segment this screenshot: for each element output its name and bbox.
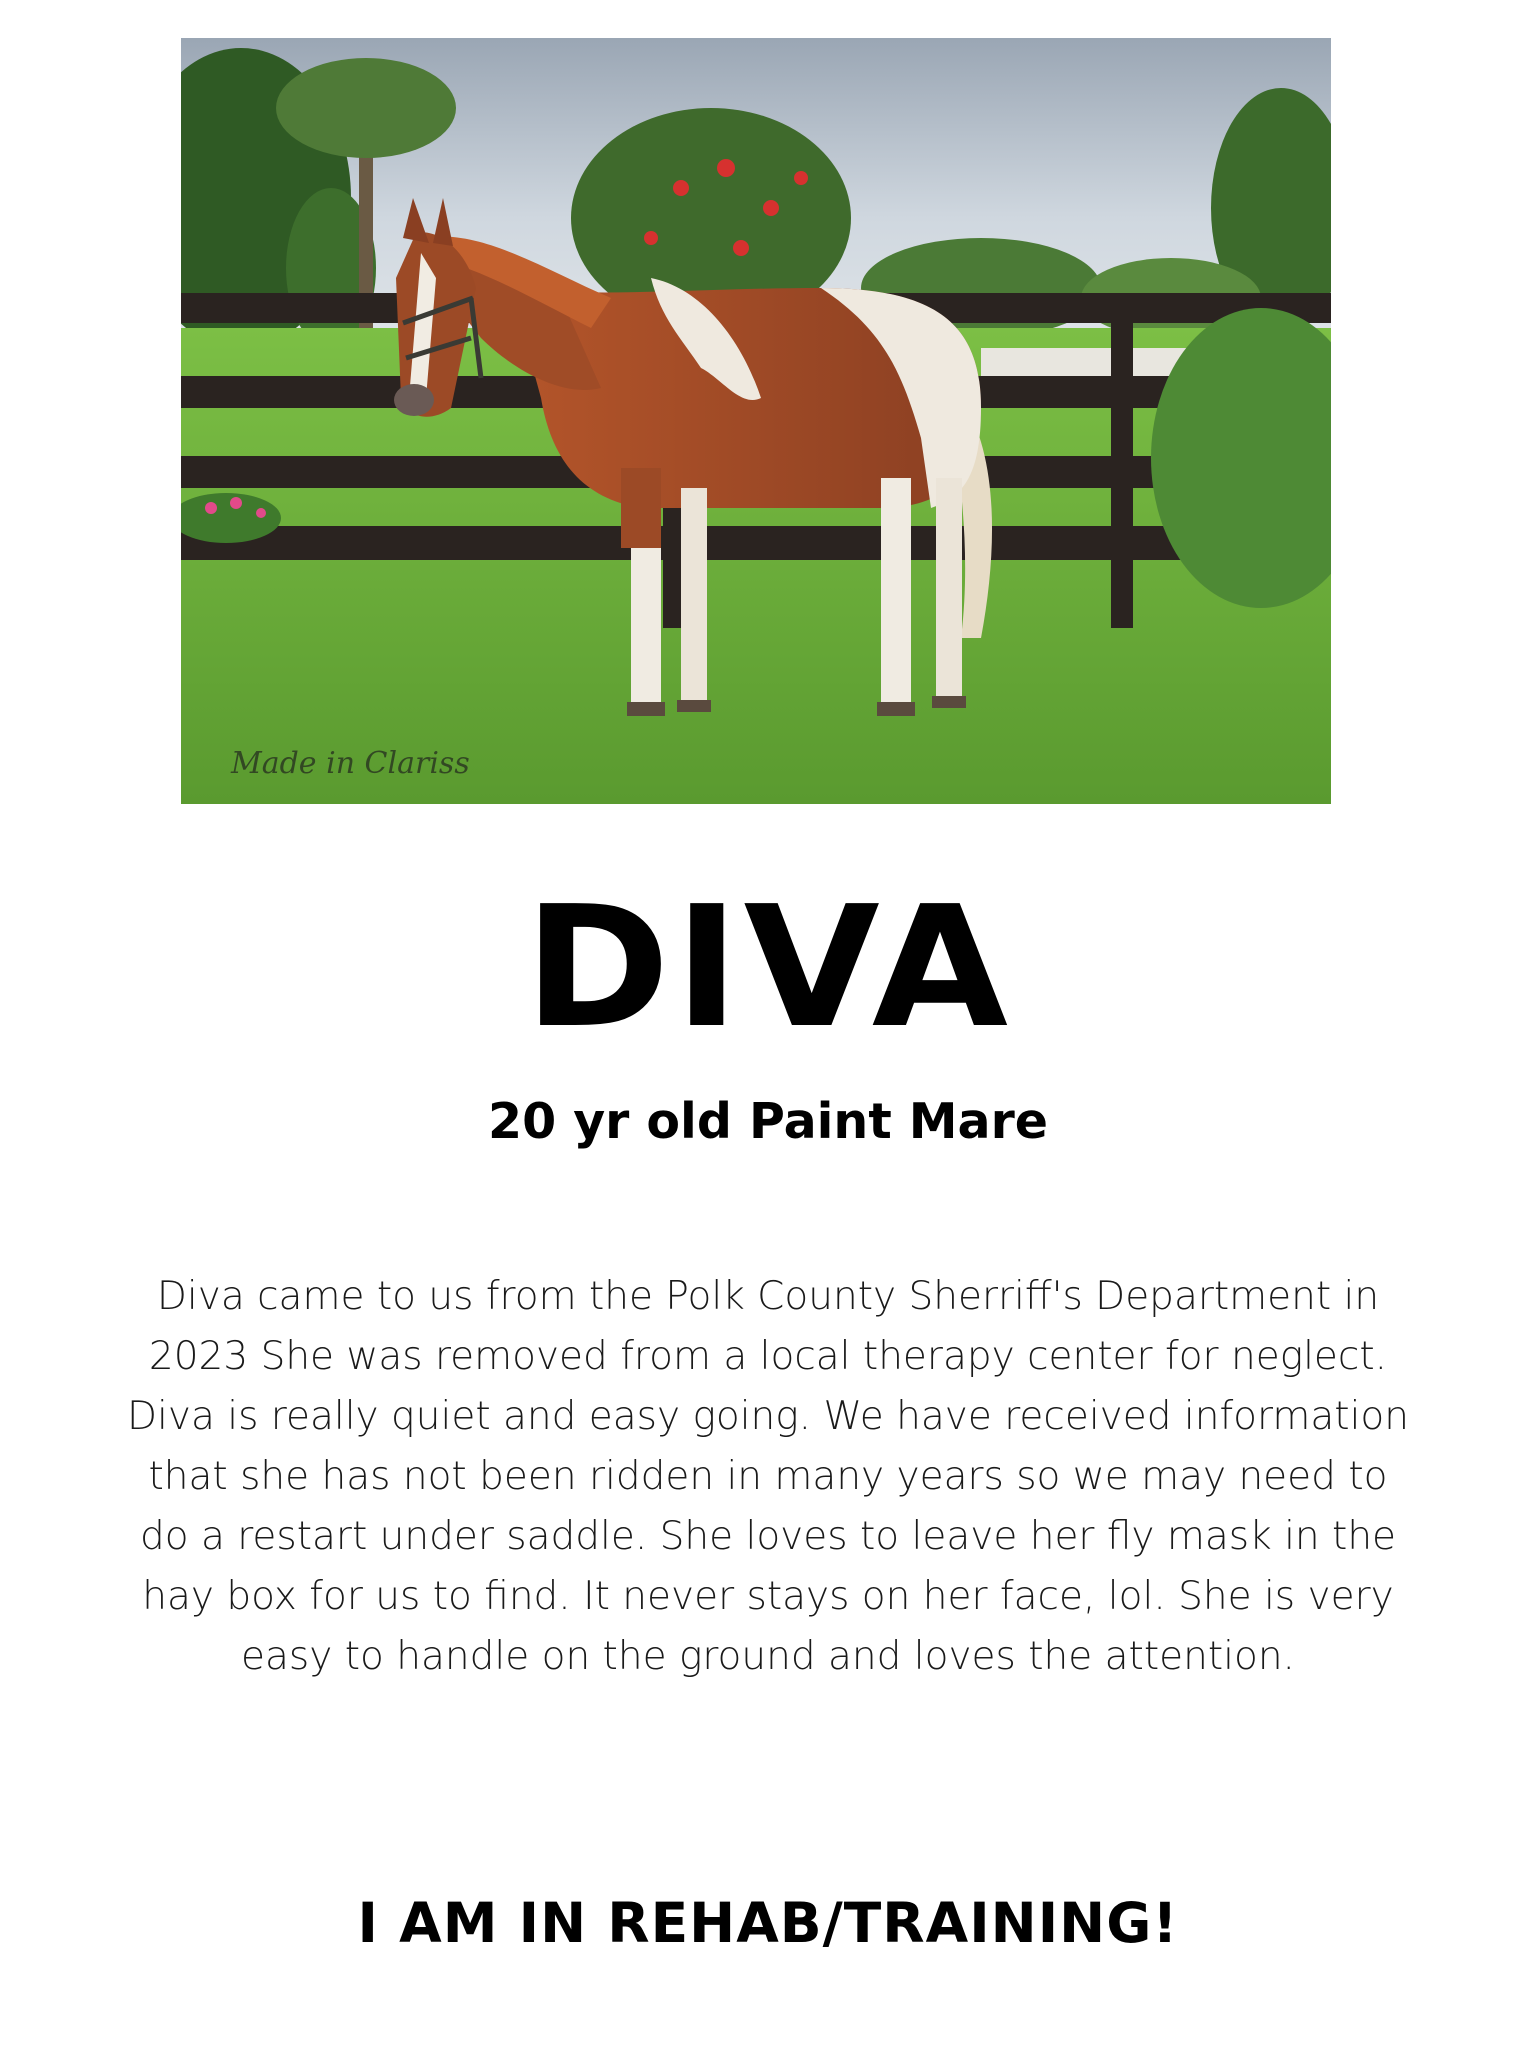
horse-photo-illustration <box>181 38 1331 804</box>
horse-photo <box>181 38 1331 804</box>
status-banner: I AM IN REHAB/TRAINING! <box>357 1891 1179 1955</box>
horse-description: Diva came to us from the Polk County Sherriff's Department in 2023 She was removed from a local therapy center for neglect. Diva is really quiet and easy going. We have received information that she has not been ridden in many years so we may need to do a restart under saddle. She loves to leave her fly mask in the hay box for us to find. It never stays on her face, lol. She is very easy to handle on the ground and loves the attention. <box>127 1274 1409 1679</box>
photo-watermark: Made in Clariss <box>231 746 470 781</box>
horse-name: DIVA <box>523 870 1013 1065</box>
horse-subtitle: 20 yr old Paint Mare <box>487 1093 1049 1150</box>
